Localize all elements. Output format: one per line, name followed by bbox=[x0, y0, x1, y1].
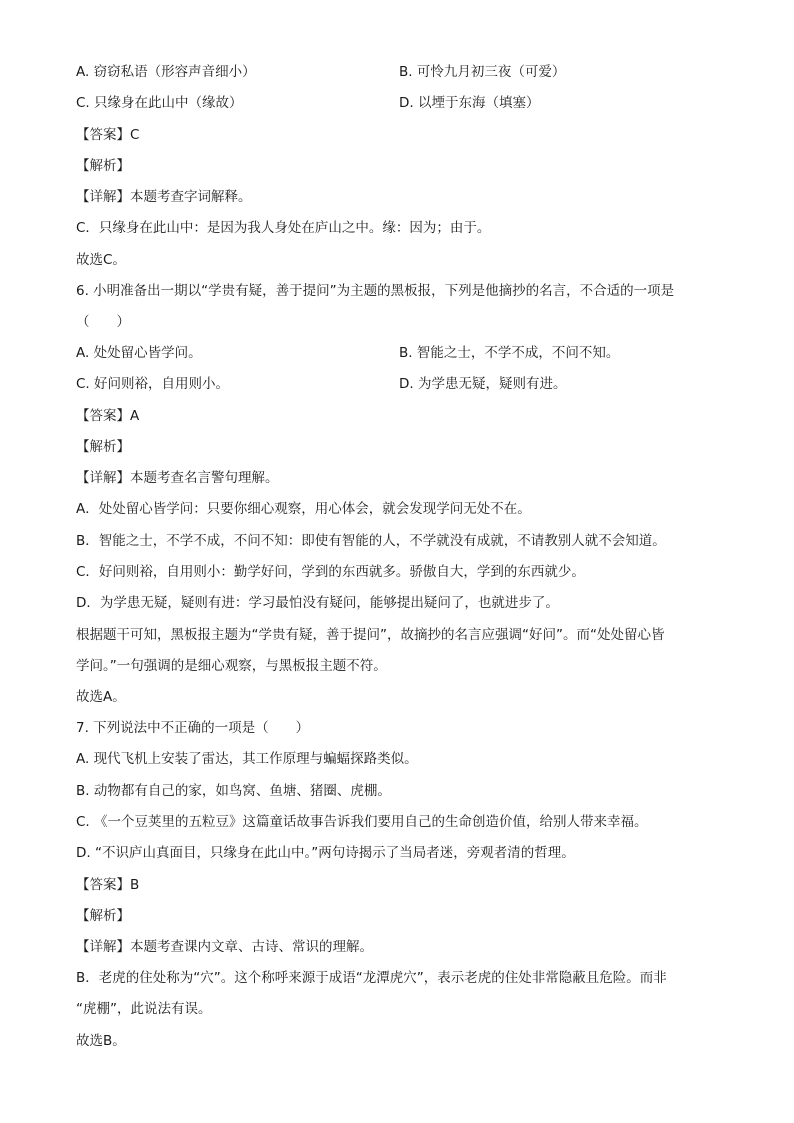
q7-option-b: B. 动物都有自己的家，如鸟窝、鱼塘、猪圈、虎棚。 bbox=[76, 783, 391, 799]
q7-detail: 【详解】本题考查课内文章、古诗、常识的理解。 bbox=[76, 939, 373, 955]
q7-analysis-heading: 【解析】 bbox=[76, 908, 130, 924]
q6-explanation-c: C．好问则裕，自用则小：勤学好问，学到的东西就多。骄傲自大，学到的东西就少。 bbox=[76, 564, 585, 580]
q6-option-a: A. 处处留心皆学问。 bbox=[76, 345, 202, 361]
q7-option-d: D. “不识庐山真面目，只缘身在此山中。”两句诗揭示了当局者迷，旁观者清的哲理。 bbox=[76, 845, 575, 861]
q5-detail: 【详解】本题考查字词解释。 bbox=[76, 189, 252, 205]
q7-stem: 7. 下列说法中不正确的一项是（ ） bbox=[76, 720, 310, 736]
q5-option-b: B. 可怜九月初三夜（可爱） bbox=[399, 64, 566, 80]
q5-answer: 【答案】C bbox=[76, 127, 140, 143]
q7-answer: 【答案】B bbox=[76, 877, 140, 893]
q7-conclusion: 故选B。 bbox=[76, 1033, 126, 1049]
q6-conclusion: 故选A。 bbox=[76, 689, 126, 705]
q6-summary-line1: 根据题干可知，黑板报主题为“学贵有疑，善于提问”，故摘抄的名言应强调“好问”。而“处处留心皆 bbox=[76, 627, 665, 643]
q6-analysis-heading: 【解析】 bbox=[76, 439, 130, 455]
q5-analysis-heading: 【解析】 bbox=[76, 158, 130, 174]
q6-explanation-d: D．为学患无疑，疑则有进：学习最怕没有疑问，能够提出疑问了，也就进步了。 bbox=[76, 595, 559, 611]
q6-stem-bracket: （ ） bbox=[76, 314, 130, 330]
q5-option-a: A. 窃窃私语（形容声音细小） bbox=[76, 64, 256, 80]
q6-option-d: D. 为学患无疑，疑则有进。 bbox=[399, 376, 567, 392]
q5-conclusion: 故选C。 bbox=[76, 252, 126, 268]
q6-summary-line2: 学问。”一句强调的是细心观察，与黑板报主题不符。 bbox=[76, 658, 387, 674]
q5-option-c: C. 只缘身在此山中（缘故） bbox=[76, 95, 243, 111]
q5-option-d: D. 以堙于东海（填塞） bbox=[399, 95, 540, 111]
q6-explanation-b: B．智能之士，不学不成，不问不知：即使有智能的人，不学就没有成就，不请教别人就不会知道。 bbox=[76, 533, 666, 549]
q7-explanation-line2: “虎棚”，此说法有误。 bbox=[76, 1001, 212, 1017]
q6-detail: 【详解】本题考查名言警句理解。 bbox=[76, 470, 279, 486]
q6-option-b: B. 智能之士，不学不成，不问不知。 bbox=[399, 345, 620, 361]
q6-answer: 【答案】A bbox=[76, 408, 140, 424]
q6-explanation-a: A．处处留心皆学问：只要你细心观察，用心体会，就会发现学问无处不在。 bbox=[76, 501, 531, 517]
q6-stem: 6. 小明准备出一期以“学贵有疑，善于提问”为主题的黑板报，下列是他摘抄的名言，不合适的一项是 bbox=[76, 283, 675, 299]
q5-explanation: C．只缘身在此山中：是因为我人身处在庐山之中。缘：因为；由于。 bbox=[76, 220, 491, 236]
q7-explanation-line1: B．老虎的住处称为“穴”。这个称呼来源于成语“龙潭虎穴”，表示老虎的住处非常隐蔽且危险。而非 bbox=[76, 970, 667, 986]
q7-option-a: A. 现代飞机上安装了雷达，其工作原理与蝙蝠探路类似。 bbox=[76, 751, 418, 767]
q7-option-c: C. 《一个豆荚里的五粒豆》这篇童话故事告诉我们要用自己的生命创造价值，给别人带来幸福。 bbox=[76, 814, 648, 830]
q6-option-c: C. 好问则裕，自用则小。 bbox=[76, 376, 230, 392]
